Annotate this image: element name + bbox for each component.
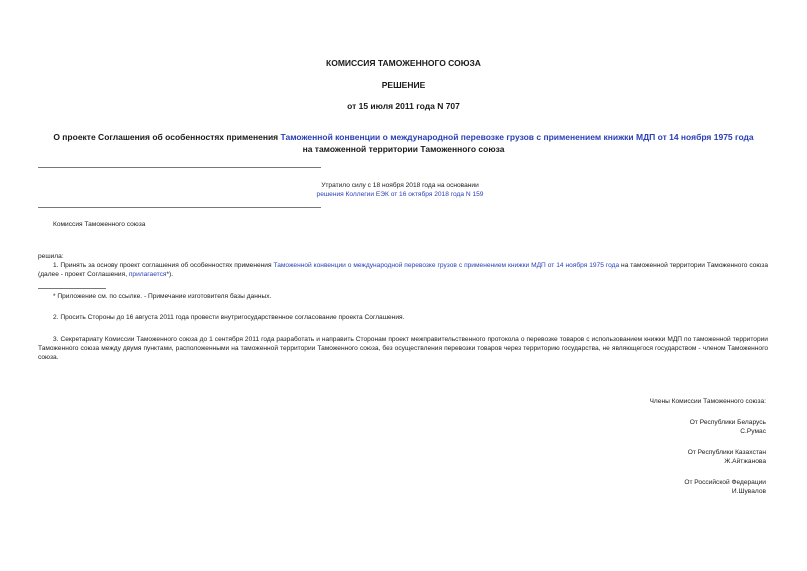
tir-convention-link[interactable]: Таможенной конвенции о международной перевозке грузов с применением книжки МДП от 14 ноября 1975 года — [280, 132, 754, 142]
issuer-text: Комиссия Таможенного союза — [53, 221, 146, 228]
paragraph-1-suffix: *). — [166, 271, 174, 278]
appendix-link[interactable]: прилагается — [128, 271, 167, 278]
title-prefix: О проекте Соглашения об особенностях применения — [53, 132, 281, 142]
signature-country: От Российской Федерации — [684, 479, 766, 486]
signature-russia — [684, 478, 766, 496]
repeal-decision-link[interactable]: решения Коллегии ЕЭК от 16 октября 2018 года N 159 — [316, 191, 484, 198]
paragraph-3: 3. Секретариату Комиссии Таможенного союза до 1 сентября 2011 года разработать и направить Сторонам проект межправительственного протокола о перевозке товаров с использованием книжки МДП по таможенной территории Таможенного союза между двумя пунктами, расположенными на таможенной территории Таможенного союза, без осуществления перевозки товаров через территорию государства, не являющегося государством - членом Таможенного союза. — [38, 336, 768, 361]
divider-top — [38, 167, 321, 168]
signature-name: Ж.Айтжанова — [724, 458, 766, 465]
divider-bottom — [38, 207, 321, 208]
paragraph-1-mid: на таможенной территории Таможенного союза (далее - проект Соглашения, — [38, 262, 768, 278]
document-date-number: от 15 июля 2011 года N 707 — [347, 101, 460, 111]
commission-heading: КОМИССИЯ ТАМОЖЕННОГО СОЮЗА — [326, 58, 481, 68]
paragraph-1-prefix: 1. Принять за основу проект соглашения об особенностях применения — [53, 262, 274, 269]
paragraph-1-convention-link[interactable]: Таможенной конвенции о международной перевозке грузов с применением книжки МДП от 14 ноября 1975 года — [273, 262, 620, 269]
decided-text: решила: — [38, 253, 64, 260]
footnote-divider — [38, 288, 106, 289]
signatures-heading: Члены Комиссии Таможенного союза: — [649, 398, 766, 405]
footnote: * Приложение см. по ссылке. - Примечание изготовителя базы данных. — [53, 293, 272, 300]
page-title — [0, 131, 807, 155]
status-block — [270, 181, 530, 199]
signature-name: И.Шувалов — [731, 488, 766, 495]
signature-name: С.Румас — [740, 428, 766, 435]
title-line2: на таможенной территории Таможенного союза — [302, 144, 505, 154]
signature-country: От Республики Беларусь — [689, 419, 766, 426]
signature-belarus — [690, 418, 766, 436]
signature-country: От Республики Казахстан — [687, 449, 766, 456]
document-type: РЕШЕНИЕ — [381, 80, 426, 90]
signature-kazakhstan — [688, 448, 766, 466]
paragraph-2: 2. Просить Стороны до 16 августа 2011 года провести внутригосударственное согласование проекта Соглашения. — [53, 314, 405, 321]
status-line: Утратило силу с 18 ноября 2018 года на основании — [321, 182, 479, 189]
paragraph-1 — [38, 261, 768, 279]
